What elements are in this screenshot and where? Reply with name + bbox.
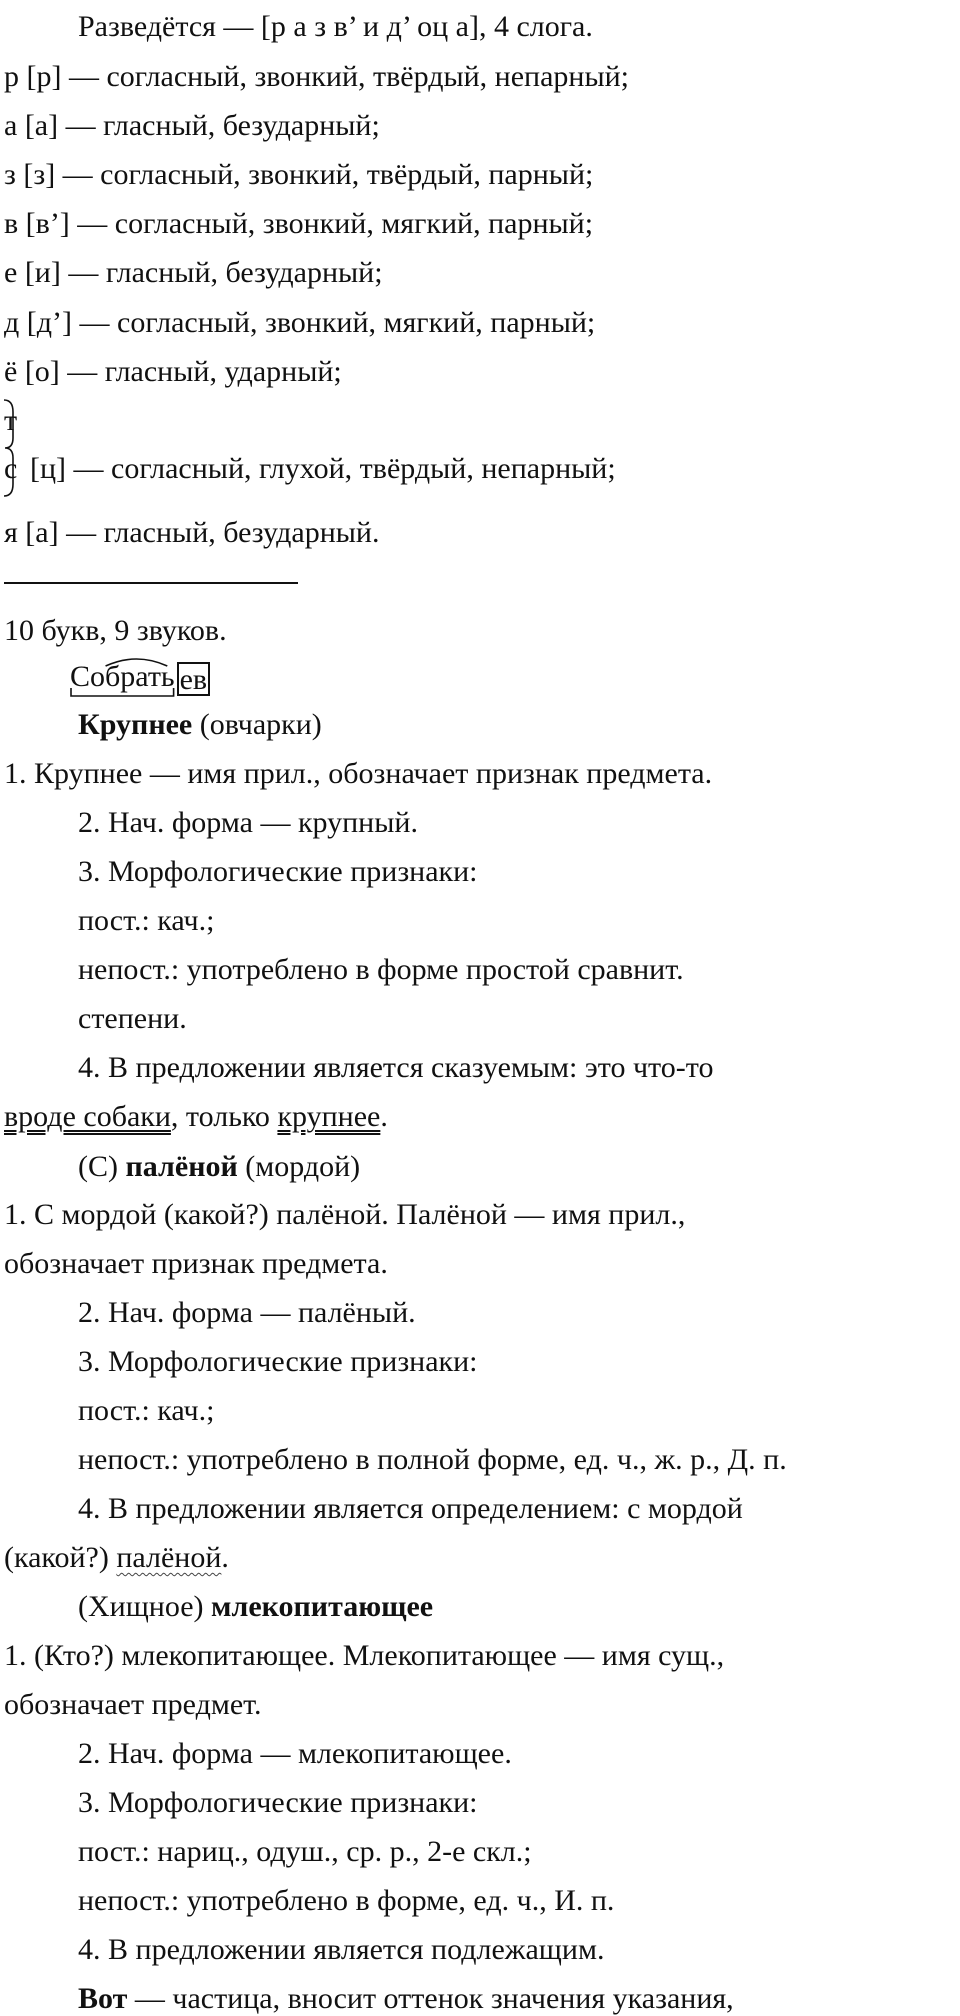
krupnee-point-4: 4. В предложении является сказуемым: это что-то	[78, 1051, 714, 1084]
krupnee-const: пост.: кач.;	[78, 904, 215, 937]
stem-bracket-mark	[71, 688, 174, 696]
palenoy-const: пост.: кач.;	[78, 1394, 215, 1427]
morpheme-stem: Собрать	[70, 660, 175, 693]
phonetic-row-r: р [р] — согласный, звонкий, твёрдый, непарный;	[4, 60, 630, 93]
palenoy-title	[78, 1150, 360, 1184]
phonetic-row-z: з [з] — согласный, звонкий, твёрдый, парный;	[4, 158, 594, 191]
mlek-nonconst: непост.: употреблено в форме, ед. ч., И. п.	[78, 1884, 615, 1917]
palenoy-title-rest: (мордой)	[237, 1150, 361, 1183]
morpheme-marks	[70, 654, 270, 704]
palenoy-example-attribute: палёной	[116, 1541, 222, 1574]
palenoy-point-1: 1. С мордой (какой?) палёной. Палёной — имя прил.,	[4, 1198, 686, 1231]
mlek-title	[78, 1590, 433, 1624]
phonetic-row-ts: [ц] — согласный, глухой, твёрдый, непарный;	[30, 452, 616, 485]
palenoy-word: палёной	[125, 1150, 238, 1183]
vot-word: Вот	[78, 1982, 128, 2015]
krupnee-example-end: .	[380, 1100, 388, 1133]
krupnee-title-rest: (овчарки)	[192, 708, 322, 741]
vot-line	[78, 1982, 734, 2016]
krupnee-point-3: 3. Морфологические признаки:	[78, 855, 478, 888]
mlek-point-4: 4. В предложении является подлежащим.	[78, 1933, 605, 1966]
krupnee-example-subject: вроде собаки	[4, 1100, 171, 1133]
krupnee-point-1: 1. Крупнее — имя прил., обозначает признак предмета.	[4, 757, 713, 790]
krupnee-nonconst-cont: степени.	[78, 1002, 187, 1035]
mlek-const: пост.: нариц., одуш., ср. р., 2-е скл.;	[78, 1835, 532, 1868]
mlek-point-1: 1. (Кто?) млекопитающее. Млекопитающее — имя сущ.,	[4, 1639, 725, 1672]
mlek-word: млекопитающее	[211, 1590, 434, 1623]
palenoy-example-end: .	[221, 1541, 229, 1574]
krupnee-example-predicate: крупнее	[277, 1100, 381, 1133]
phonetic-letter-t: т	[4, 404, 18, 437]
mlek-point-1-cont: обозначает предмет.	[4, 1688, 262, 1721]
phonetic-row-d: д [д’] — согласный, звонкий, мягкий, парный;	[4, 306, 596, 339]
phonetic-letter-s: с	[4, 452, 18, 485]
phonetic-row-v: в [в’] — согласный, звонкий, мягкий, парный;	[4, 207, 594, 240]
palenoy-point-2: 2. Нач. форма — палёный.	[78, 1296, 416, 1329]
palenoy-example-question: (какой?)	[4, 1541, 117, 1574]
vot-rest: — частица, вносит оттенок значения указания,	[127, 1982, 734, 2015]
mlek-title-pre: (Хищное)	[78, 1590, 212, 1623]
morpheme-ending: ев	[177, 662, 210, 696]
krupnee-example-mid: , только	[170, 1100, 278, 1133]
palenoy-point-4: 4. В предложении является определением: с мордой	[78, 1492, 743, 1525]
palenoy-point-3: 3. Морфологические признаки:	[78, 1345, 478, 1378]
phonetic-row-a: а [а] — гласный, безударный;	[4, 109, 380, 142]
mlek-point-2: 2. Нач. форма — млекопитающее.	[78, 1737, 512, 1770]
divider-line	[4, 582, 298, 584]
palenoy-title-pre: (С)	[78, 1150, 126, 1183]
phonetic-row-yo: ё [о] — гласный, ударный;	[4, 355, 342, 388]
palenoy-nonconst: непост.: употреблено в полной форме, ед. ч., ж. р., Д. п.	[78, 1443, 787, 1476]
krupnee-example	[4, 1100, 388, 1134]
letters-sounds-summary: 10 букв, 9 звуков.	[4, 614, 227, 647]
palenoy-point-1-cont: обозначает признак предмета.	[4, 1247, 388, 1280]
phonetic-row-ya: я [а] — гласный, безударный.	[4, 516, 380, 549]
phonetic-header: Разведётся — [р а з в’ и д’ оц а], 4 слога.	[78, 10, 593, 43]
krupnee-title	[78, 708, 322, 742]
root-arc-mark	[106, 659, 168, 666]
krupnee-point-2: 2. Нач. форма — крупный.	[78, 806, 418, 839]
palenoy-example	[4, 1541, 229, 1575]
krupnee-nonconst: непост.: употреблено в форме простой сравнит.	[78, 953, 684, 986]
phonetic-row-e: е [и] — гласный, безударный;	[4, 256, 383, 289]
krupnee-word: Крупнее	[78, 708, 193, 741]
mlek-point-3: 3. Морфологические признаки:	[78, 1786, 478, 1819]
